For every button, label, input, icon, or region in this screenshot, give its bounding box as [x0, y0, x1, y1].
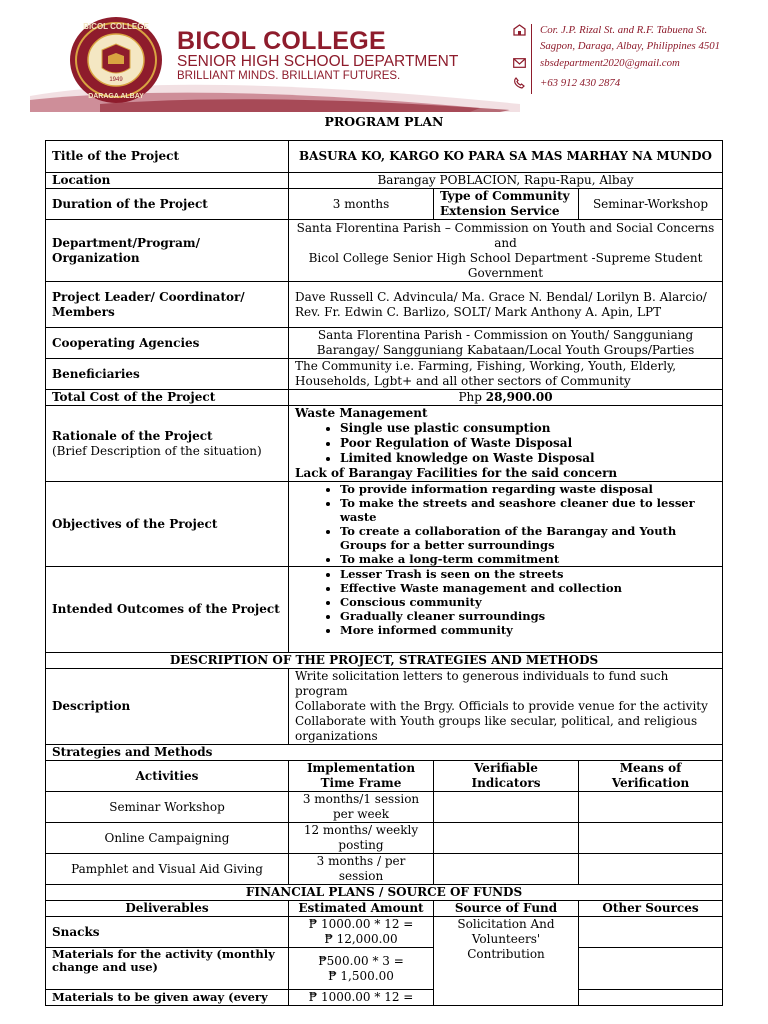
- outcomes-value: [289, 567, 723, 653]
- strategies-row: [46, 745, 723, 761]
- amount-cell: [289, 990, 434, 1006]
- department-value-and: and: [494, 235, 517, 250]
- outcomes-label: Intended Outcomes of the Project: [46, 567, 289, 653]
- column-header-other-sources: Other Sources: [579, 901, 723, 917]
- svg-text:DARAGA ALBAY: DARAGA ALBAY: [88, 93, 144, 100]
- objectives-row: [46, 482, 723, 567]
- department-value-line-2: Bicol College Senior High School Department -Supreme Student Government: [308, 250, 703, 280]
- location-value: Barangay POBLACION, Rapu-Rapu, Albay: [289, 173, 723, 189]
- deliverable-cell: Snacks: [46, 917, 289, 948]
- table-row: [46, 948, 723, 990]
- outcomes-list: [295, 567, 716, 637]
- location-label: Location: [46, 173, 289, 189]
- rationale-value: [289, 406, 723, 482]
- column-header-deliverables: Deliverables: [46, 901, 289, 917]
- timeframe-cell: 3 months/1 session per week: [289, 792, 434, 823]
- other-sources-cell: [579, 917, 723, 948]
- rationale-row: [46, 406, 723, 482]
- svg-text:1949: 1949: [109, 77, 123, 83]
- amount-cell: [289, 948, 434, 990]
- beneficiaries-value: The Community i.e. Farming, Fishing, Working, Youth, Elderly, Households, Lgbt+ and all other sectors of Community: [289, 359, 723, 390]
- cooperating-value: Santa Florentina Parish - Commission on Youth/ Sangguniang Barangay/ Sangguniang Kabataan/Local Youth Groups/Parties: [289, 328, 723, 359]
- objectives-label: Objectives of the Project: [46, 482, 289, 567]
- title-label: Title of the Project: [46, 141, 289, 173]
- description-line: Collaborate with Youth groups like secular, political, and religious organizations: [295, 714, 698, 743]
- indicators-cell: [434, 823, 579, 854]
- financial-header-row: [46, 901, 723, 917]
- list-item: • To make the streets and seashore cleaner due to lesser waste: [340, 496, 716, 524]
- column-header-source: Source of Fund: [434, 901, 579, 917]
- letterhead: [0, 0, 768, 112]
- list-item: • Effective Waste management and collection: [340, 581, 716, 595]
- table-row: [46, 792, 723, 823]
- table-row: [46, 823, 723, 854]
- column-header-activities: Activities: [46, 761, 289, 792]
- cost-prefix: Php: [458, 390, 486, 404]
- leader-label: Project Leader/ Coordinator/ Members: [46, 282, 289, 328]
- activities-header-row: [46, 761, 723, 792]
- address-line-1: Cor. J.P. Rizal St. and R.F. Tabuena St.: [540, 24, 708, 36]
- list-item: • To create a collaboration of the Barangay and Youth Groups for a better surroundings: [340, 524, 716, 552]
- school-name: BICOL COLLEGE: [177, 27, 387, 55]
- financial-heading-row: [46, 885, 723, 901]
- activity-cell: Pamphlet and Visual Aid Giving: [46, 854, 289, 885]
- list-item: • Conscious community: [340, 595, 716, 609]
- rationale-label: Rationale of the Project: [52, 428, 213, 443]
- title-row: [46, 141, 723, 173]
- list-item: • Limited knowledge on Waste Disposal: [340, 451, 716, 466]
- objectives-value: [289, 482, 723, 567]
- deliverable-cell: Materials to be given away (every: [46, 990, 289, 1006]
- list-item: • Poor Regulation of Waste Disposal: [340, 436, 716, 451]
- type-value: Seminar-Workshop: [579, 189, 723, 220]
- other-sources-cell: [579, 990, 723, 1006]
- cost-row: [46, 390, 723, 406]
- table-row: [46, 990, 723, 1006]
- phone-number: +63 912 430 2874: [540, 77, 621, 89]
- list-item: • Single use plastic consumption: [340, 421, 716, 436]
- svg-text:BICOL COLLEGE: BICOL COLLEGE: [83, 22, 149, 31]
- rationale-heading: Waste Management: [295, 406, 428, 420]
- beneficiaries-label: Beneficiaries: [46, 359, 289, 390]
- email-row: [512, 57, 680, 69]
- rationale-list: [295, 421, 716, 466]
- amount-line-1: ₱ 1000.00 * 12 =: [308, 917, 414, 931]
- location-icon: [512, 24, 526, 36]
- phone-row: [512, 77, 620, 89]
- duration-row: [46, 189, 723, 220]
- description-heading: DESCRIPTION OF THE PROJECT, STRATEGIES AND METHODS: [46, 653, 723, 669]
- amount-line-2: ₱ 12,000.00: [324, 932, 398, 946]
- source-of-fund-cell: Solicitation And Volunteers' Contribution: [434, 917, 579, 1006]
- indicators-cell: [434, 792, 579, 823]
- program-plan-table: [45, 140, 723, 1006]
- indicators-cell: [434, 854, 579, 885]
- address-line-2: Sagpon, Daraga, Albay, Philippines 4501: [540, 40, 721, 52]
- cooperating-label: Cooperating Agencies: [46, 328, 289, 359]
- beneficiaries-row: [46, 359, 723, 390]
- title-value: BASURA KO, KARGO KO PARA SA MAS MARHAY NA MUNDO: [289, 141, 723, 173]
- rationale-label-cell: [46, 406, 289, 482]
- amount-line-1: ₱500.00 * 3 =: [318, 953, 404, 968]
- leader-value: Dave Russell C. Advincula/ Ma. Grace N. Bendal/ Lorilyn B. Alarcio/ Rev. Fr. Edwin C. Barlizo, SOLT/ Mark Anthony A. Apin, LPT: [289, 282, 723, 328]
- amount-cell: [289, 917, 434, 948]
- list-item: • To provide information regarding waste disposal: [340, 482, 716, 496]
- document-title: PROGRAM PLAN: [324, 114, 444, 129]
- leader-row: [46, 282, 723, 328]
- rationale-sublabel: (Brief Description of the situation): [52, 443, 262, 458]
- verification-cell: [579, 823, 723, 854]
- email-address[interactable]: sbsdepartment2020@gmail.com: [540, 57, 680, 69]
- college-seal-icon: [66, 14, 166, 106]
- verification-cell: [579, 792, 723, 823]
- column-header-indicators: Verifiable Indicators: [434, 761, 579, 792]
- list-item: • Lesser Trash is seen on the streets: [340, 567, 716, 581]
- location-row: [46, 173, 723, 189]
- table-row: [46, 917, 723, 948]
- department-name: SENIOR HIGH SCHOOL DEPARTMENT: [177, 53, 459, 70]
- timeframe-cell: 12 months/ weekly posting: [289, 823, 434, 854]
- cooperating-row: [46, 328, 723, 359]
- objectives-list: [295, 482, 716, 566]
- cost-cell: [289, 390, 723, 406]
- department-value: [289, 220, 723, 282]
- activity-cell: Seminar Workshop: [46, 792, 289, 823]
- list-item: • To make a long-term commitment: [340, 552, 716, 566]
- description-label: Description: [46, 669, 289, 745]
- description-line: Write solicitation letters to generous individuals to fund such program: [295, 669, 669, 698]
- outcomes-row: [46, 567, 723, 653]
- financial-heading: FINANCIAL PLANS / SOURCE OF FUNDS: [46, 885, 723, 901]
- type-label: Type of Community Extension Service: [434, 189, 579, 220]
- cost-value: 28,900.00: [485, 390, 553, 404]
- description-line: Collaborate with the Brgy. Officials to provide venue for the activity: [295, 699, 708, 713]
- description-heading-row: [46, 653, 723, 669]
- other-sources-cell: [579, 948, 723, 990]
- amount-line-1: ₱ 1000.00 * 12 =: [308, 990, 414, 1004]
- department-row: [46, 220, 723, 282]
- duration-value: 3 months: [289, 189, 434, 220]
- description-row: [46, 669, 723, 745]
- cost-label: Total Cost of the Project: [46, 390, 289, 406]
- timeframe-cell: 3 months / per session: [289, 854, 434, 885]
- department-label: Department/Program/ Organization: [46, 220, 289, 282]
- activity-cell: Online Campaigning: [46, 823, 289, 854]
- verification-cell: [579, 854, 723, 885]
- phone-icon: [512, 77, 526, 89]
- table-row: [46, 854, 723, 885]
- department-value-line-1: Santa Florentina Parish – Commission on Youth and Social Concerns: [296, 220, 715, 235]
- tagline: BRILLIANT MINDS. BRILLIANT FUTURES.: [177, 70, 401, 82]
- address-row-2: [540, 40, 720, 52]
- amount-line-2: ₱ 1,500.00: [328, 968, 394, 983]
- email-icon: [512, 57, 526, 69]
- column-header-verification: Means of Verification: [579, 761, 723, 792]
- list-item: • More informed community: [340, 623, 716, 637]
- column-header-amount: Estimated Amount: [289, 901, 434, 917]
- column-header-timeframe: Implementation Time Frame: [289, 761, 434, 792]
- rationale-footer: Lack of Barangay Facilities for the said concern: [295, 466, 618, 480]
- deliverable-cell: Materials for the activity (monthly change and use): [46, 948, 289, 990]
- description-value: [289, 669, 723, 745]
- list-item: • Gradually cleaner surroundings: [340, 609, 716, 623]
- strategies-label: Strategies and Methods: [46, 745, 723, 761]
- address-row: [512, 24, 707, 36]
- duration-label: Duration of the Project: [46, 189, 289, 220]
